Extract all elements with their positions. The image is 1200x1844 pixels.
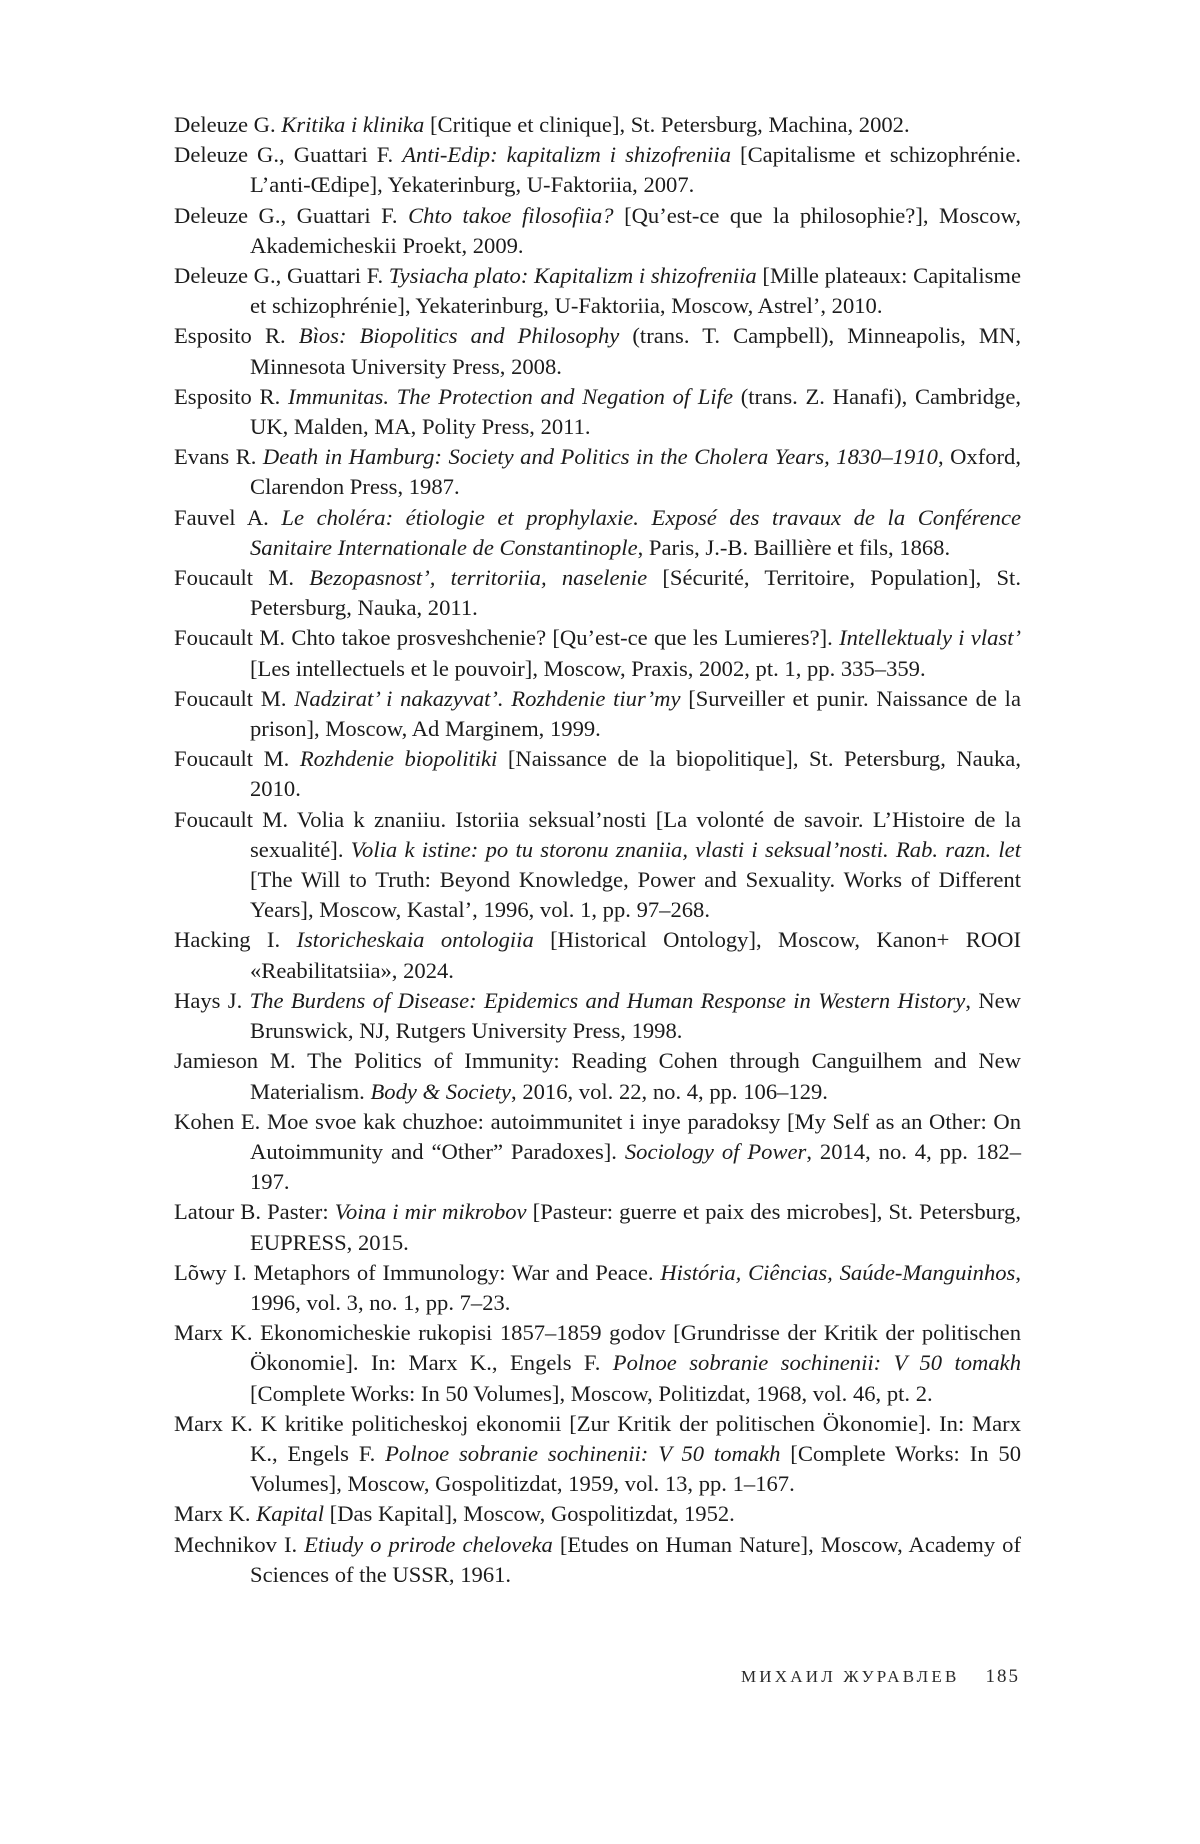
- reference-author: Hays J.: [174, 987, 243, 1013]
- reference-text: , 2016, vol. 22, no. 4, pp. 106–129.: [511, 1078, 828, 1104]
- reference-entry: [174, 684, 1021, 744]
- reference-title: Sociology of Power: [624, 1138, 807, 1164]
- reference-author: Esposito R.: [174, 383, 281, 409]
- reference-text: [Historical Ontology], Moscow, Kanon+ ROOI «Reabilitatsiia», 2024.: [250, 927, 1021, 983]
- reference-entry: [174, 1258, 1021, 1318]
- reference-title: Intellektualy i vlast’: [839, 625, 1021, 651]
- reference-text: , 2014, no. 4, pp. 182–197.: [250, 1138, 1021, 1195]
- reference-author: Foucault M.: [174, 685, 287, 711]
- reference-entry: [174, 1197, 1021, 1257]
- reference-entry: [174, 201, 1021, 261]
- reference-title: Bezopasnost’, territoriia, naselenie: [309, 565, 648, 591]
- reference-text: [Qu’est-ce que la philosophie?], Moscow, Akademicheskii Proekt, 2009.: [250, 202, 1021, 258]
- reference-title: Death in Hamburg: Society and Politics in the Cholera Years, 1830–1910: [262, 444, 938, 470]
- reference-text: [The Will to Truth: Beyond Knowledge, Power and Sexuality. Works of Different Years], Moscow, Kastal’, 1996, vol. 1, pp. 97–268.: [250, 867, 1021, 923]
- reference-author: Marx K.: [174, 1410, 253, 1436]
- reference-author: Fauvel A.: [174, 504, 269, 530]
- reference-entry: [174, 805, 1021, 926]
- reference-text: Ekonomicheskie rukopisi 1857–1859 godov [Grundrisse der Kritik der politischen Ökonomie]. In: Marx K., Engels F.: [250, 1320, 1021, 1376]
- reference-text: Volia k znaniiu. Istoriia seksual’nosti [La volonté de savoir. L’Histoire de la sexualité].: [250, 806, 1021, 862]
- reference-text: [269, 505, 282, 530]
- reference-author: Marx K.: [174, 1501, 251, 1527]
- reference-text: (trans. T. Campbell), Minneapolis, MN, Minnesota University Press, 2008.: [250, 323, 1021, 379]
- reference-author: Foucault M.: [174, 565, 295, 591]
- reference-author: Kohen E.: [174, 1108, 261, 1134]
- page-number: 185: [985, 1666, 1020, 1687]
- reference-entry: [174, 1530, 1021, 1590]
- reference-entry: [174, 1499, 1021, 1529]
- reference-text: [Complete Works: In 50 Volumes], Moscow, Gospolitizdat, 1959, vol. 13, pp. 1–167.: [250, 1440, 1021, 1497]
- reference-author: Evans R.: [174, 444, 257, 470]
- reference-entry: [174, 261, 1021, 321]
- reference-author: Deleuze G., Guattari F.: [174, 263, 384, 289]
- reference-entry: [174, 1107, 1021, 1198]
- reference-title: The Burdens of Disease: Epidemics and Human Response in Western History: [249, 987, 966, 1013]
- reference-text: [Etudes on Human Nature], Moscow, Academy of Sciences of the USSR, 1961.: [250, 1531, 1021, 1587]
- reference-author: Deleuze G., Guattari F.: [174, 142, 394, 168]
- reference-text: [Les intellectuels et le pouvoir], Moscow, Praxis, 2002, pt. 1, pp. 335–359.: [250, 655, 926, 681]
- reference-entry: [174, 140, 1021, 200]
- reference-title: Istoricheskaia ontologiia: [296, 927, 534, 953]
- reference-text: [Complete Works: In 50 Volumes], Moscow, Politizdat, 1968, vol. 46, pt. 2.: [250, 1380, 933, 1406]
- reference-title: Volia k istine: po tu storonu znaniia, vlasti i seksual’nosti. Rab. razn. let: [350, 836, 1021, 862]
- reference-text: K kritike politicheskoj ekonomii [Zur Kritik der politischen Ökonomie]. In: Marx K., Engels F.: [250, 1410, 1021, 1466]
- running-head: МИХАИЛ ЖУРАВЛЕВ: [740, 1667, 960, 1686]
- reference-title: Bìos: Biopolitics and Philosophy: [298, 323, 620, 349]
- reference-text: [242, 988, 249, 1013]
- reference-entry: [174, 503, 1021, 563]
- reference-text: [280, 927, 296, 952]
- reference-text: Metaphors of Immunology: War and Peace.: [246, 1259, 661, 1285]
- reference-entry: [174, 623, 1021, 683]
- reference-entry: [174, 925, 1021, 985]
- reference-author: Latour B.: [174, 1199, 262, 1225]
- reference-title: Body & Society: [370, 1078, 512, 1104]
- reference-author: Deleuze G.: [174, 112, 276, 137]
- reference-title: História, Ciências, Saúde-Manguinhos: [660, 1259, 1016, 1285]
- reference-text: [286, 323, 299, 348]
- reference-title: Polnoe sobranie sochinenii: V 50 tomakh: [385, 1440, 781, 1466]
- reference-text: [Naissance de la biopolitique], St. Petersburg, Nauka, 2010.: [250, 746, 1021, 802]
- reference-text: [Surveiller et punir. Naissance de la prison], Moscow, Ad Marginem, 1999.: [250, 685, 1021, 742]
- reference-author: Foucault M.: [174, 625, 286, 651]
- reference-text: , 1996, vol. 3, no. 1, pp. 7–23.: [250, 1259, 1021, 1315]
- reference-entry: [174, 563, 1021, 623]
- reference-text: [Pasteur: guerre et paix des microbes], St. Petersburg, EUPRESS, 2015.: [250, 1199, 1021, 1255]
- reference-title: Kapital: [256, 1501, 325, 1527]
- reference-text: Chto takoe prosveshchenie? [Qu’est-ce que les Lumieres?].: [285, 625, 840, 651]
- reference-title: Voina i mir mikrobov: [334, 1199, 527, 1225]
- reference-list: [174, 110, 1021, 1590]
- reference-author: Esposito R.: [174, 323, 286, 349]
- reference-text: Moe svoe kak chuzhoe: autoimmunitet i inye paradoksy [My Self as an Other: On Autoimmunity and “Other” Paradoxes].: [250, 1108, 1021, 1164]
- reference-author: Lõwy I.: [174, 1259, 247, 1285]
- reference-text: , Oxford, Clarendon Press, 1987.: [250, 444, 1021, 500]
- reference-text: [Mille plateaux: Capitalisme et schizophrénie], Yekaterinburg, U-Faktoriia, Moscow, Astrel’, 2010.: [250, 263, 1021, 319]
- page-footer: [741, 1666, 1020, 1688]
- reference-text: [Das Kapital], Moscow, Gospolitizdat, 1952.: [324, 1501, 735, 1527]
- reference-entry: [174, 321, 1021, 381]
- reference-text: [280, 384, 288, 409]
- reference-title: Chto takoe filosofiia?: [408, 202, 614, 228]
- reference-text: [Critique et clinique], St. Petersburg, Machina, 2002.: [424, 112, 910, 137]
- reference-author: Hacking I.: [174, 927, 281, 953]
- reference-title: Etiudy o prirode cheloveka: [304, 1531, 553, 1557]
- reference-author: Jamieson M.: [174, 1048, 296, 1074]
- reference-text: [294, 565, 309, 590]
- reference-entry: [174, 442, 1021, 502]
- reference-title: Nadzirat’ i nakazyvat’. Rozhdenie tiur’my: [294, 685, 681, 711]
- reference-title: Polnoe sobranie sochinenii: V 50 tomakh: [612, 1350, 1021, 1376]
- reference-title: Tysiacha plato: Kapitalizm i shizofreniia: [388, 263, 757, 289]
- reference-text: , Paris, J.-B. Baillière et fils, 1868.: [637, 534, 951, 560]
- reference-entry: [174, 1409, 1021, 1500]
- reference-text: [289, 746, 300, 771]
- reference-author: Foucault M.: [174, 746, 290, 772]
- reference-text: (trans. Z. Hanafi), Cambridge, UK, Malden, MA, Polity Press, 2011.: [250, 383, 1022, 440]
- reference-text: , New Brunswick, NJ, Rutgers University Press, 1998.: [250, 987, 1021, 1044]
- reference-entry: [174, 1318, 1021, 1409]
- reference-text: [Capitalisme et schizophrénie. L’anti-Œdipe], Yekaterinburg, U-Faktoriia, 2007.: [250, 142, 1021, 198]
- reference-author: Deleuze G., Guattari F.: [174, 202, 398, 228]
- reference-text: [393, 142, 402, 167]
- reference-author: Foucault M.: [174, 806, 289, 832]
- reference-text: [Sécurité, Territoire, Population], St. Petersburg, Nauka, 2011.: [250, 565, 1021, 621]
- reference-entry: [174, 1046, 1021, 1106]
- reference-entry: [174, 382, 1021, 442]
- reference-entry: [174, 986, 1021, 1046]
- reference-author: Marx K.: [174, 1320, 253, 1346]
- reference-entry: [174, 744, 1021, 804]
- reference-title: Anti-Edip: kapitalizm i shizofreniia: [402, 142, 731, 168]
- reference-text: The Politics of Immunity: Reading Cohen through Canguilhem and New Materialism.: [250, 1048, 1021, 1104]
- reference-author: Mechnikov I.: [174, 1531, 298, 1557]
- reference-title: Kritika i klinika: [281, 112, 425, 137]
- reference-title: Rozhdenie biopolitiki: [299, 746, 498, 772]
- reference-text: [398, 203, 409, 228]
- reference-entry: [174, 110, 1021, 140]
- reference-title: Immunitas. The Protection and Negation of Life: [287, 383, 734, 409]
- reference-text: Paster:: [261, 1199, 335, 1225]
- reference-title: Le choléra: étiologie et prophylaxie. Exposé des travaux de la Conférence Sanitaire Internationale de Constantinople: [250, 504, 1022, 560]
